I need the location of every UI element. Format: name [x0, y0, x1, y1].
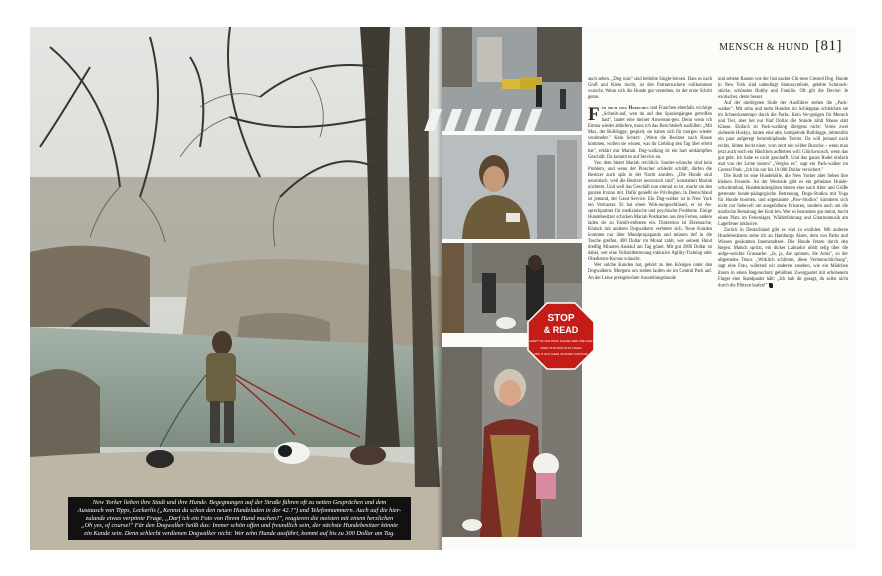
lead-in-smallcaps: ür mich sind Herrchen — [601, 106, 649, 112]
stop-sign-small-text: KEEP OUR DOG RUN CLEAN — [540, 346, 582, 350]
article-column-2 — [718, 77, 848, 289]
stop-sign-icon — [517, 302, 605, 370]
woman-with-dog-photo — [442, 347, 582, 537]
caption-line: zulande etwas verpönte Frage, „Darf ich ein Foto von Ihrem Hund machen?", reagieren die meisten mit einem herzlichen — [85, 514, 394, 522]
central-park-dogwalker-photo — [30, 27, 442, 550]
page-number: [81] — [815, 38, 842, 54]
drop-cap: F — [588, 104, 600, 126]
end-mark-icon — [769, 283, 773, 288]
caption-line: New Yorker lieben ihre Stadt und ihre Hunde. Begegnungen auf der Straße führen oft zu netten Gesprächen und dem — [92, 499, 387, 506]
article-paragraph — [588, 106, 712, 160]
right-page — [442, 27, 856, 550]
stop-sign-line2: & READ — [543, 325, 579, 335]
article-paragraph: Auf der niedrigsten Stufe der Ausführer stehen die „Pack-walker". Mit zehn und mehr Hunden im Schlepptau schleichen sie im Schneckentempo durch die Parks. Kein Ver-gnügen für Mensch und Tier, aber bei nur fünf Dollar die Stunde zählt Masse statt Klasse. Einfach ist Pack-walking übrigens nicht: Vorne zwei ziehende Huskys, hinten eine alte, humpelnde Bulldogge, mittendrin ein paar aufgeregt herumhüpfende Terrier. Da will jemand nach rechts, hinten bockt einer, vorn zerrt ein wilder Bursche – wenn man jetzt auch noch ein Häufchen aufheben will: Glückwunsch, wenn das gut geht. Ich habe es nicht geschafft. Und das ganze Rudel einfach mal von der Leine lassen? „Vergiss es", sagt ein Pack-walker im Central Park: „Ich bin nur bis 10 000 Dollar versichert." — [718, 101, 848, 173]
street-crossing-photo — [442, 27, 582, 131]
article-paragraph — [718, 228, 848, 289]
stop-sign-small-text: PICK IT UP & CLEAN UP AFTER YOUR DOG! — [533, 353, 589, 356]
article-text: und Frauchen ebenfalls wichtige „Schreib-auf, wen du auf den Spaziergängen getroffen hast", lautet eine meiner Anweisun-gen. Denn wenn ich Emma wieder abliefere, muss ich das Berichtsheft ausfüllen: „Mit Max, der Bulldogge, gespielt, sie haben sich für morgen wieder verabredet." Kein Scherz: „Wenn die Besitzer nach Hause kommen, wollen sie wissen, was ihr Liebling den Tag über erlebt hat", erklärt mir Mariah. Dog-walking ist ein hart umkämpftes Geschäft. Da kommt es auf Service an. — [588, 106, 712, 160]
stop-sign-line1: STOP — [547, 313, 575, 324]
magazine-spread — [30, 27, 856, 550]
man-portrait-photo — [442, 135, 582, 239]
article-column-1 — [588, 77, 712, 282]
section-title: MENSCH & HUND — [719, 42, 809, 53]
article-paragraph: Von dem bietet Mariah reichlich. Sonder-wünsche sind kein Problem, und wenn der Pinscher schlecht schläft, dürfen die Besitzer auch spät in der Nacht anrufen. „Die Hunde sind neurotisch, weil die Besitzer neurotisch sind", konstatiert Mariah nüchtern. Und weil das Geschäft nun einmal so ist, macht sie den ganzen Irrsinn mit. Dafür genießt sie Privilegien. In Deutschland ist jemand, der Gassi-Service. Ein Dog-walker ist in New York ein Vertrauter. Er hat einen Woh-nungsschlüssel, er ist An-sprechpartner für medizinische und psychische Probleme. Einige Hundebesitzer schicken Mariah Postkarten aus den Ferien, andere laden sie zu Famili-enfesten ein. Diskretion ist Ehrensache, Klatsch mit anderen Dogwalkern verbietet sich. Neue Kunden kommen nur über Mundpropaganda und müssen tief in die Tasche greifen. 400 Dollar im Monat zahlt, wer seinem Hund dreißig Minuten Auslauf am Tag gönnt. Mit gut 2000 Dollar ist dabei, wer eine Vollzeitbetreuung inklusive Agility-Training oder Obedience-Kursus wünscht. — [588, 160, 712, 263]
article-paragraph: Wer solche Kunden hat, gehört zu den Königen unter den Dogwalkern. Morgens um sieben laufen sie im Central Park auf. An der Leine preisgekrönte Ausstellungshunde — [588, 263, 712, 281]
stop-sign-small-text: FOR THE SAFETY OF OUR DOGS, PLEASE OPEN ONE GATE AT A TIME — [517, 340, 605, 343]
photo-caption — [68, 497, 411, 540]
article-paragraph: auch sehen. „Dog runs" sind beliebte Single-börsen. Dass es nach Groß und Klein riecht, ist den Partnersuchern vollkommen wurscht. Wenn sich die Hunde gut verstehen, ist der erste Schritt getan. — [588, 77, 712, 101]
caption-line: ein Kunde sein. Denn schlecht verdienen Dogwalker nicht: Wer zehn Hunde ausführt, kommt auf bis zu 300 Dollar am Tag. — [84, 530, 395, 538]
article-paragraph: und seltene Rassen wie der fast nackte Chi-nese Crested Dog. Hunde in New York sind unbedingt Statussymbole, gelebte Schmuck-stücke, schönstes Hobby und Familie. Oft gilt die Devise: Je exotischer, desto besser. — [718, 77, 848, 101]
caption-line: Austausch von Tipps, Leckerlis („Kennst du schon den neuen Hundeladen in der 42.?") und Telefonnummern. Auch auf die hier- — [77, 506, 402, 514]
page-header — [719, 38, 842, 55]
article-paragraph: Die Stadt ist eine Hundehölle, die New Yorker aber lieben ihre kleinen Freunde. An der Westside gibt es ein geheiztes Hunde-schwimmbad, Hundekindergärten bieten eine nach Alter und Größe getrennte hunde-pädagogische Betreuung, Doga-Studios mit Yoga für Hunde boomen, und sogenannte „Paw-Studios" kümmern sich nicht nur liebevoll um ausgefallene Frisuren, sondern auch um die modische Bemalung der Kral-len. Wer es besonders gut meint, bucht einen Platz im Ferienlager, Wälderfahrung und Gitarrenmusik am Lagerfeuer inklusive. — [718, 173, 848, 228]
park-photo — [30, 27, 442, 550]
caption-line: „Oh yes, of course!" Für den Dogwalker heißt das: Immer schön offen und freundlich sein, der nächste Hundebesitzer könnte — [81, 522, 398, 530]
article-text: Zurück in Deutschland gibt es viel zu erzählen. Mit anderen Hundebesitzern stehe ich an Hamburgs Alster, dem von Parks und Wiesen gesäumten Innenstadtsee. Die Hunde fetzen durch den Regen. Matsch spritzt, ein dicker Labrador nöhlt selig über die aufge-weichte Grasnarbe. „Ja, ja, die spinnen, die Amis", so der allgemeine Tenor. „Wirklich schlimm, diese Vermenschlichung", sagt eine Frau, während wir anderen zusehen, wie ein Mädchen ihrem in einen Regenschutz gehüllten Zwergpudel mit erhobenem Finger eine Standpauke hält: „Ich hab dir gesagt, du sollst nicht durch die Pfützen laufen!" — [718, 228, 848, 289]
